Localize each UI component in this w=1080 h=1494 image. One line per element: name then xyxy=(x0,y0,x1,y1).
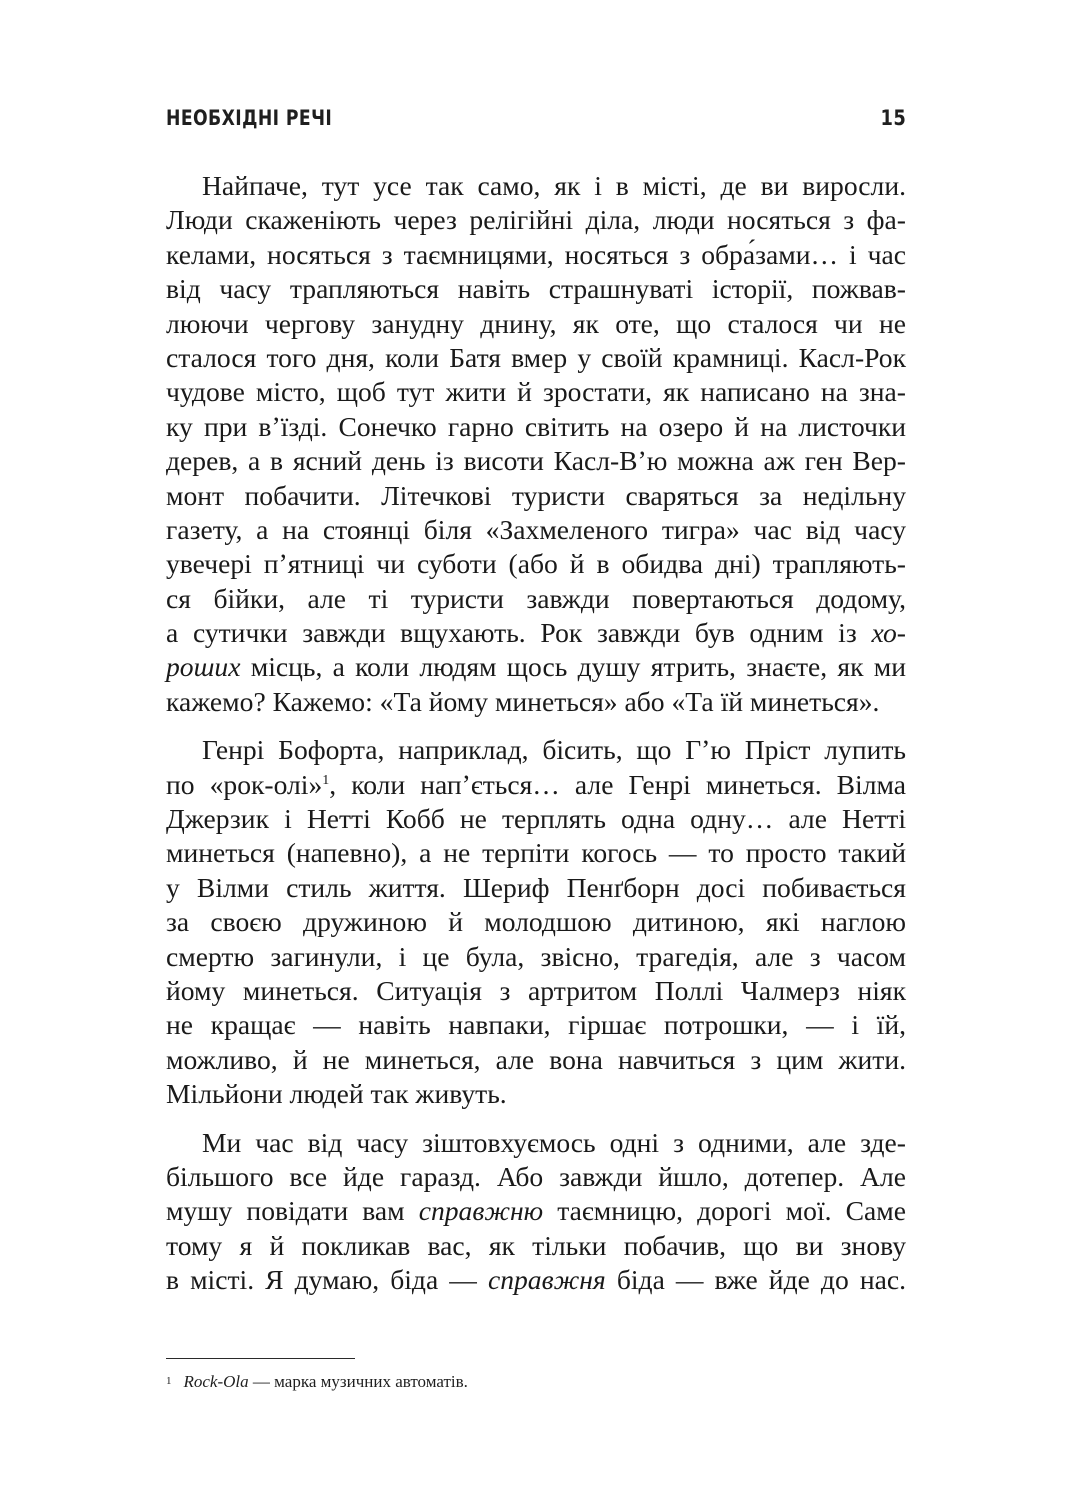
paragraph-gap xyxy=(166,1112,906,1126)
text-line: у Вілми стиль життя. Шериф Пенґборн досі побивається xyxy=(166,871,906,903)
text-line: за своєю дружиною й молодшою дитиною, які наглою xyxy=(166,906,906,938)
text-line: Генрі Бофорта, наприклад, бісить, що Гʼю Пріст лупить xyxy=(202,734,906,766)
footnote xyxy=(166,1371,906,1393)
chapter-title: НЕОБХІДНІ РЕЧІ xyxy=(166,106,333,130)
italic-text: роших xyxy=(166,651,241,683)
page-number: 15 xyxy=(880,106,906,130)
text-line: роших місць, а коли людям щось душу ятрить, знаєте, як ми xyxy=(166,651,906,683)
text-line: дерев, а в ясний день із висоти Касл-Вʼю можна аж ген Вер- xyxy=(166,445,906,477)
text-line: тому я й покликав вас, як тільки побачив, що ви знову xyxy=(166,1229,906,1261)
text-line: монт побачити. Літечкові туристи сваряться за недільну xyxy=(166,479,906,511)
text-line: Ми час від часу зіштовхуємось одні з одними, але зде- xyxy=(202,1126,906,1158)
italic-text: справжня xyxy=(487,1264,606,1296)
footnote-term: Rock-Ola xyxy=(183,1372,249,1391)
text-line: Найпаче, тут усе так само, як і в місті, де ви виросли. xyxy=(202,170,906,201)
text-line: мушу повідати вам справжню таємницю, дорогі мої. Саме xyxy=(166,1195,906,1227)
text-line: сталося того дня, коли Батя вмер у своїй крамниці. Касл-Рок xyxy=(166,341,906,373)
footnote-ref: 1 xyxy=(322,772,330,788)
text-line: в місті. Я думаю, біда — справжня біда — вже йде до нас. xyxy=(166,1264,906,1296)
text-line: смертю загинули, і це була, звісно, трагедія, але з часом xyxy=(166,940,906,972)
text-line: люючи чергову занудну днину, як оте, що сталося чи не xyxy=(166,307,906,339)
text-line: келами, носяться з таємницями, носяться з обра́зами… і час xyxy=(166,238,906,270)
text-line: від часу трапляються навіть страшнуваті історії, пожвав- xyxy=(166,273,906,305)
text-line: йому минеться. Ситуація з артритом Поллі Чалмерз ніяк xyxy=(166,974,906,1006)
text-line: газету, а на стоянці біля «Захмеленого тигра» час від часу xyxy=(166,513,906,545)
text-line: Мільйони людей так живуть. xyxy=(166,1078,507,1110)
text-line: Люди скаженіють через релігійні діла, люди носяться з фа- xyxy=(166,204,906,236)
paragraph-gap xyxy=(166,719,906,733)
text-line: більшого все йде гаразд. Або завжди йшло, дотепер. Але xyxy=(166,1160,906,1192)
text-line: Джерзик і Нетті Кобб не терплять одна одну… але Нетті xyxy=(166,803,906,835)
text-line: чудове місто, щоб тут жити й зростати, як написано на зна- xyxy=(166,376,906,408)
body-text xyxy=(166,169,906,1298)
text-line: увечері пʼятниці чи суботи (або й в обидва дні) трапляють- xyxy=(166,548,906,580)
text-line: по «рок-олі»$^1$, коли напʼється… але Генрі минеться. Вілма xyxy=(166,768,907,800)
text-line: минеться (напевно), а не терпіти когось — то просто такий xyxy=(166,837,906,869)
running-head xyxy=(166,106,906,138)
footnote-text: — марка музичних автоматів. xyxy=(248,1372,468,1391)
text-line: можливо, й не минеться, але вона навчиться з цим жити. xyxy=(166,1043,906,1075)
text-line: а сутички завжди вщухають. Рок завжди був одним із хо- xyxy=(166,617,906,649)
text-line: ку при вʼїзді. Сонечко гарно світить на озеро й на листочки xyxy=(166,410,906,442)
text-line: не кращає — навіть навпаки, гіршає потрошки, — і їй, xyxy=(166,1009,906,1041)
text-line: ся бійки, але ті туристи завжди повертаються додому, xyxy=(166,582,906,614)
footnote-divider xyxy=(166,1358,355,1359)
footnote-number: 1 xyxy=(166,1375,172,1387)
italic-text: хо- xyxy=(871,617,906,649)
italic-text: справжню xyxy=(418,1195,544,1227)
text-line: кажемо? Кажемо: «Та йому минеться» або «Та їй минеться». xyxy=(166,685,880,717)
